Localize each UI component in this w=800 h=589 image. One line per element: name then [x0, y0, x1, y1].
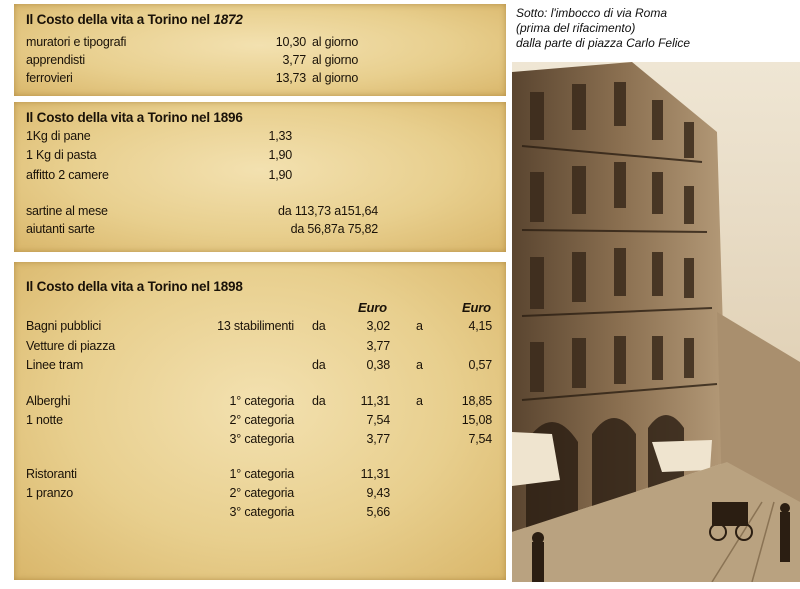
wage-range: da 113,73 a151,64 [278, 204, 378, 218]
item-detail: 3° categoria [229, 505, 294, 519]
price-from: 9,43 [366, 486, 390, 500]
item-detail: 2° categoria [229, 486, 294, 500]
cost-panel-1896 [14, 102, 506, 252]
row-label: 1Kg di pane [26, 129, 91, 143]
item-detail: 13 stabilimenti [217, 319, 294, 333]
range-da: da [312, 358, 326, 372]
item-detail: 3° categoria [229, 432, 294, 446]
row-label: affitto 2 camere [26, 168, 109, 182]
street-photo-drawing [512, 62, 800, 582]
price-from: 0,38 [366, 358, 390, 372]
item-label: 1 pranzo [26, 486, 74, 500]
item-detail: 1° categoria [229, 467, 294, 481]
row-label: muratori e tipografi [26, 35, 127, 49]
panel-title-1872: Il Costo della vita a Torino nel 1872 [26, 12, 243, 27]
price-from: 3,02 [366, 319, 390, 333]
range-a: a [416, 319, 423, 333]
price-to: 0,57 [468, 358, 492, 372]
currency-header-to: Euro [462, 300, 491, 315]
range-da: da [312, 319, 326, 333]
row-label: 1 Kg di pasta [26, 148, 97, 162]
price-from: 3,77 [366, 339, 390, 353]
caption-line: Sotto: l'imbocco di via Roma [516, 6, 668, 20]
price-from: 5,66 [366, 505, 390, 519]
row-unit: al giorno [312, 35, 359, 49]
row-value: 1,33 [268, 129, 292, 143]
price-from: 11,31 [360, 467, 390, 481]
row-label: ferrovieri [26, 71, 73, 85]
wage-label: sartine al mese [26, 204, 108, 218]
range-a: a [416, 358, 423, 372]
row-value: 3,77 [282, 53, 306, 67]
row-value: 1,90 [268, 168, 292, 182]
item-detail: 2° categoria [229, 413, 294, 427]
price-from: 11,31 [360, 394, 390, 408]
row-value: 13,73 [275, 71, 306, 85]
item-label: Alberghi [26, 394, 71, 408]
price-to: 4,15 [468, 319, 492, 333]
price-from: 7,54 [366, 413, 390, 427]
wage-label: aiutanti sarte [26, 222, 95, 236]
currency-header-from: Euro [358, 300, 387, 315]
price-to: 18,85 [461, 394, 492, 408]
photo-caption [516, 6, 796, 51]
item-label: Linee tram [26, 358, 84, 372]
cost-panel-1872 [14, 4, 506, 96]
caption-line: (prima del rifacimento) [516, 21, 636, 35]
row-value: 10,30 [275, 35, 306, 49]
row-unit: al giorno [312, 71, 359, 85]
panel-title-1898: Il Costo della vita a Torino nel 1898 [26, 279, 243, 294]
row-unit: al giorno [312, 53, 359, 67]
caption-line: dalla parte di piazza Carlo Felice [516, 36, 691, 50]
item-label: Ristoranti [26, 467, 77, 481]
price-from: 3,77 [366, 432, 390, 446]
item-label: Bagni pubblici [26, 319, 102, 333]
wage-range: da 56,87a 75,82 [290, 222, 378, 236]
panel-title-1896: Il Costo della vita a Torino nel 1896 [26, 110, 243, 125]
item-label: Vetture di piazza [26, 339, 116, 353]
cost-panel-1898 [14, 262, 506, 580]
street-photo [512, 62, 800, 582]
price-to: 15,08 [461, 413, 492, 427]
row-label: apprendisti [26, 53, 85, 67]
range-da: da [312, 394, 326, 408]
price-to: 7,54 [468, 432, 492, 446]
item-detail: 1° categoria [229, 394, 294, 408]
range-a: a [416, 394, 423, 408]
row-value: 1,90 [268, 148, 292, 162]
item-label: 1 notte [26, 413, 63, 427]
